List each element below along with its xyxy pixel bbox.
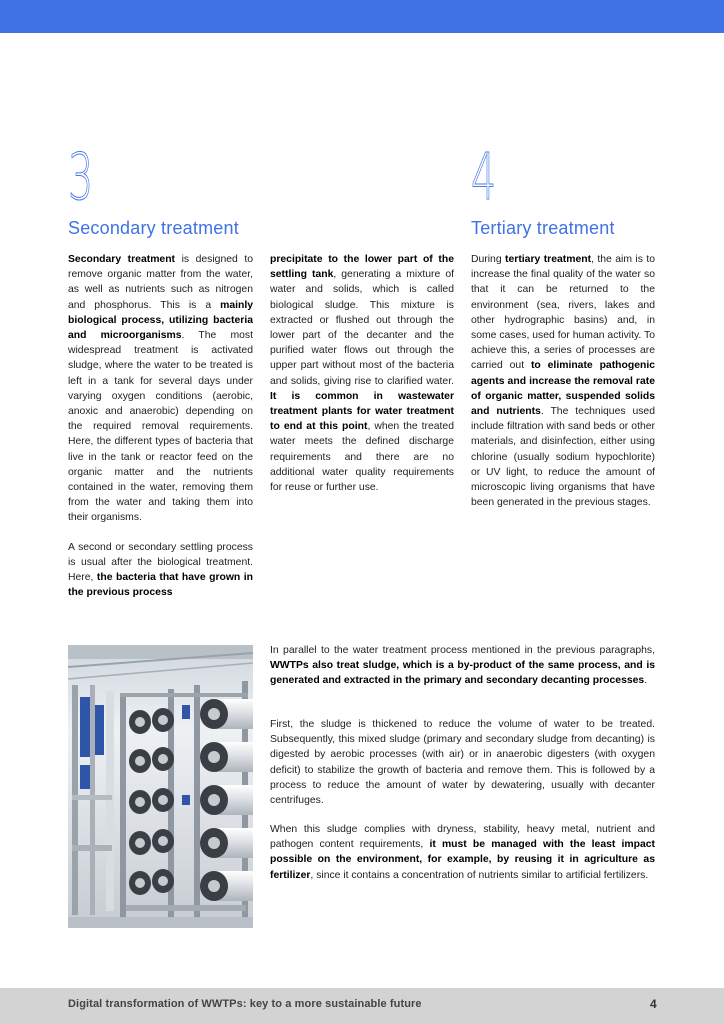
secondary-treatment-paragraph-2	[68, 540, 253, 601]
page-number: 4	[650, 997, 657, 1011]
section-number-4: 4	[471, 141, 497, 215]
secondary-treatment-heading: Secondary treatment	[68, 218, 239, 238]
text-run: , generating a mixture of water and solids, which is called biological sludge. This mixture is extracted or flushed out through the lower part of the decanter and the purified water flows out through the upper part without most of the bacteria and solids, giving rise to clarified water.	[270, 269, 454, 387]
secondary-treatment-paragraph-1	[68, 252, 253, 526]
text-run: the bacteria that have grown in the previous process	[68, 572, 253, 599]
section-number-3: 3	[68, 141, 94, 215]
tertiary-treatment-heading: Tertiary treatment	[471, 218, 615, 238]
text-run: , the aim is to increase the final quality of the water so that it can be returned to the environment (sea, rivers, lakes and other hydrographic basins) and, in some cases, used for human activity. To achieve this, a series of processes are carried out	[471, 254, 656, 372]
tertiary-treatment-paragraph	[471, 252, 655, 510]
text-run: A second or secondary settling process is usual after the biological treatment. Here,	[68, 541, 253, 584]
sludge-paragraph-3	[270, 822, 655, 883]
text-run: First, the sludge is thickened to reduce the volume of water to be treated. Subsequently, this mixed sludge (primary and secondary sludge from decanting) is digested by aerobic processes (with air) or in anaerobic digesters (with oxygen deficit) to stabilize the growth of bacteria and remove them. This is followed by a process to reduce the amount of water by dewatering, usually with decanter centrifuges.	[270, 719, 655, 807]
text-run: When this sludge complies with dryness, stability, heavy metal, nutrient and pathogen content requirements,	[270, 824, 655, 851]
membrane-filtration-plant-photo	[68, 645, 253, 928]
text-run: In parallel to the water treatment process mentioned in the previous paragraphs,	[270, 645, 655, 656]
tertiary-treatment-column	[471, 252, 655, 510]
text-run: WWTPs also treat sludge, which is a by-product of the same process, and is generated and extracted in the primary and secondary decanting processes	[270, 660, 655, 687]
text-run: . The techniques used include filtration with sand beds or other materials, and disinfection, either using chlorine (usually sodium hypochlorite) or UV light, to reduce the amount of microscopic living organisms that have been generated in the previous stages.	[471, 406, 655, 509]
text-run: is designed to remove organic matter from the water, as well as nutrients such as nitrogen and phosphorus. This is a	[68, 254, 253, 311]
text-run: It is common in wastewater treatment plants for water treatment to end at this point	[270, 390, 454, 433]
text-run: Secondary treatment	[68, 254, 176, 265]
secondary-treatment-paragraph-3	[270, 252, 454, 495]
text-run: precipitate to the lower part of the settling tank	[270, 254, 454, 281]
sludge-paragraph-1	[270, 643, 655, 689]
text-run: .	[644, 675, 648, 687]
text-run: , since it contains a concentration of nutrients similar to artificial fertilizers.	[310, 869, 649, 881]
text-run: tertiary treatment	[505, 254, 592, 265]
sludge-paragraph-2	[270, 717, 655, 808]
text-run: . The most widespread treatment is activated sludge, where the water to be treated is left in a tank for several days under varying oxygen conditions (aerobic, anoxic and anaerobic) depending on the required removal requirements. Here, the different types of bacteria that live in the tank or reactor feed on the organic matter and the nutrients contained in the water, removing them from the water and taking them into their organisms.	[68, 330, 253, 524]
text-run: mainly biological process, utilizing bacteria and microorganisms	[68, 299, 253, 342]
footer-title: Digital transformation of WWTPs: key to a more sustainable future	[68, 998, 422, 1010]
text-run: to eliminate pathogenic agents and increase the removal rate of organic matter, suspended solids and nutrients	[471, 360, 655, 418]
text-run: During	[471, 254, 506, 265]
text-run: it must be managed with the least impact possible on the environment, for example, by reusing it in agriculture as fertilizer	[270, 839, 655, 881]
top-accent-bar	[0, 0, 724, 33]
text-run: , when the treated water meets the defined discharge requirements and there are no additional water quality requirements for reuse or further use.	[270, 421, 454, 494]
secondary-treatment-column-2	[270, 252, 454, 495]
secondary-treatment-column-1	[68, 252, 253, 600]
